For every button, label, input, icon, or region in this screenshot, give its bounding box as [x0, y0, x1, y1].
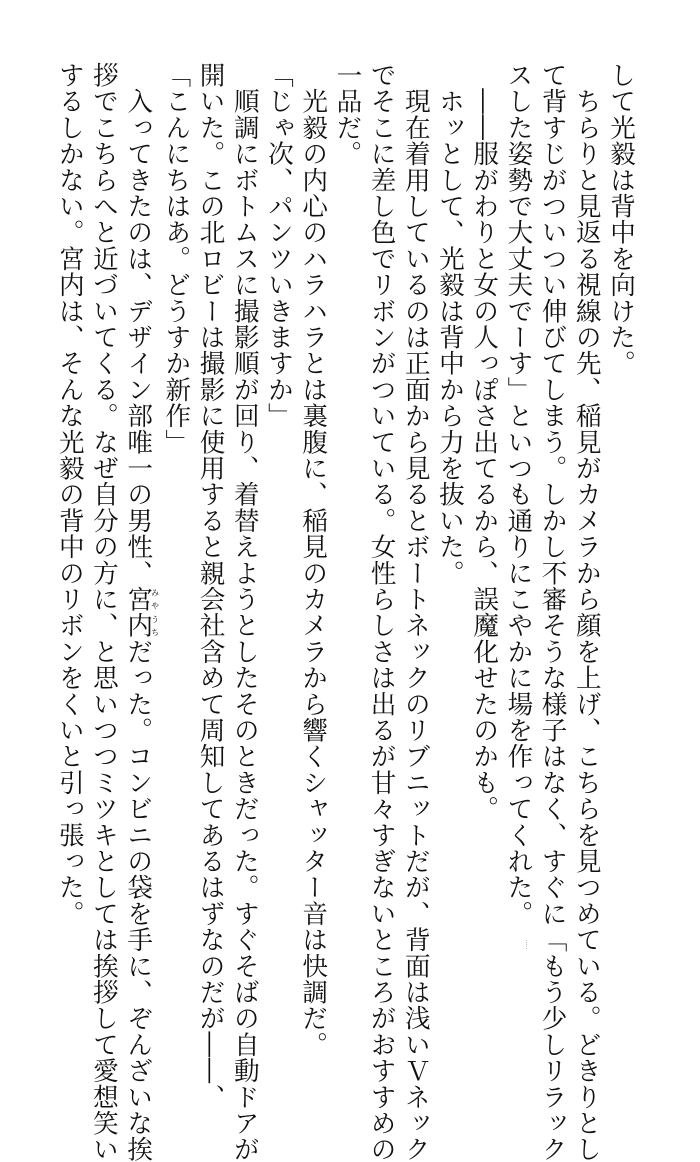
scan-mark	[526, 940, 528, 949]
text-line-1: して光毅は背中を向けた。	[606, 62, 636, 377]
text-line-15-after: だった。コンビニの袋を手に、ぞんざいな挨	[123, 638, 154, 1162]
text-line-15	[121, 62, 160, 1162]
text-line-6: ホッとして、光毅は背中から力を抜いた。	[434, 62, 465, 586]
text-line-9: 一品だ。	[332, 62, 363, 167]
ruby-miyauchi	[123, 586, 160, 639]
text-line-2: ちらりと見返る視線の先、稲見がカメラから顔を上げ、こちらを見つめている。どきりとし	[571, 62, 602, 1162]
vertical-text-body	[53, 62, 638, 1162]
text-line-15-before: 入ってきたのは、デザイン部唯一の男性、	[123, 62, 154, 586]
text-line-10: 光毅の内心のハラハラとは裏腹に、稲見のカメラから響くシャッター音は快調だ。	[298, 62, 329, 1058]
ruby-reading: みやうち	[150, 586, 160, 639]
text-line-5: ――服がわりと女の人っぽさ出てるから、誤魔化せたのかも。	[469, 62, 500, 822]
text-line-8: でそこに差し色でリボンがついている。女性らしさは出るが甘々すぎないところがおすすめの	[366, 62, 397, 1162]
text-line-16: 拶でこちらへと近づいてくる。なぜ自分の方に、と思いつつミツキとしては挨拶して愛想笑い	[88, 62, 119, 1162]
text-line-4: スした姿勢で大丈夫でーす」といつも通りにこやかに場を作ってくれた。	[503, 62, 534, 927]
text-line-14: 「こんにちはあ。どうすか新作」	[161, 62, 192, 455]
text-line-11: 「じゃ次、パンツいきますか」	[263, 62, 294, 429]
text-line-13: 開いた。この北ロビーは撮影に使用すると親会社含めて周知してあるはずなのだが――、	[195, 62, 226, 1110]
text-line-12: 順調にボトムスに撮影順が回り、着替えようとしたそのときだった。すぐそばの自動ドアが	[229, 62, 260, 1162]
text-line-7: 現在着用しているのは正面から見るとボートネックのリブニットだが、背面は浅いＶネック	[400, 62, 431, 1162]
text-line-3: て背すじがついつい伸びてしまう。しかし不審そうな様子はなく、すぐに「もう少しリラック	[537, 62, 568, 1162]
text-line-17: するしかない。宮内は、そんな光毅の背中のリボンをくいと引っ張った。	[54, 62, 85, 927]
ruby-base: 宮内	[123, 586, 154, 639]
